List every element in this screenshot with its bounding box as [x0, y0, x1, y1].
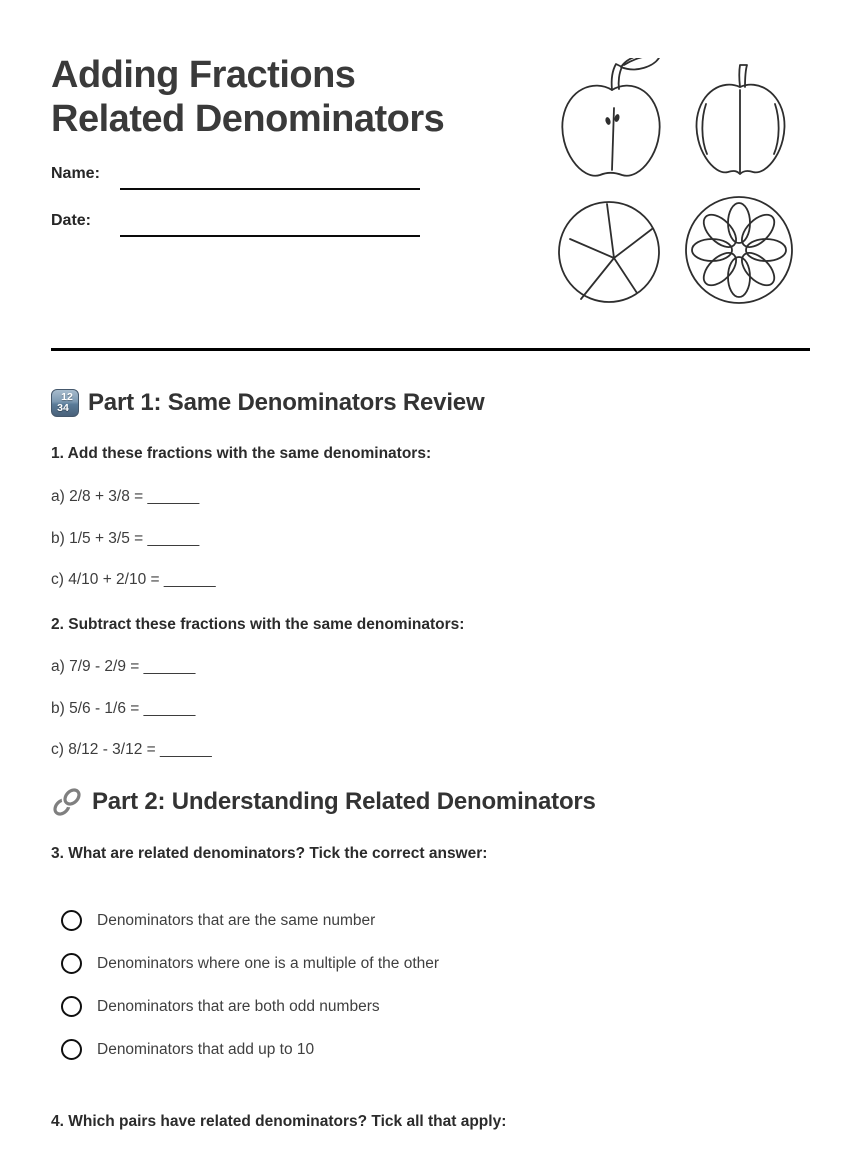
- option-label: Denominators that are the same number: [97, 911, 376, 929]
- star-cut-fruit-drawing: [559, 202, 659, 302]
- part1-heading: Part 1: Same Denominators Review: [88, 389, 485, 416]
- date-blank-line: [120, 235, 420, 237]
- section-divider: [51, 348, 810, 351]
- question2-item-b: b) 5/6 - 1/6 = ______: [51, 700, 196, 717]
- name-blank-line: [120, 188, 420, 190]
- part2-heading-row: [51, 786, 596, 818]
- option-label: Denominators that are both odd numbers: [97, 997, 380, 1015]
- input-numbers-icon: [51, 389, 79, 417]
- input-numbers-icon-bottom: 34: [57, 402, 69, 414]
- question1-prompt: 1. Add these fractions with the same denominators:: [51, 445, 432, 462]
- part2-heading: Part 2: Understanding Related Denominators: [92, 788, 596, 815]
- option-label: Denominators that add up to 10: [97, 1040, 315, 1058]
- apple-half-drawing: [697, 65, 785, 174]
- fruit-illustration: [552, 58, 814, 313]
- question1-item-a: a) 2/8 + 3/8 = ______: [51, 488, 200, 505]
- date-label: Date:: [51, 212, 92, 229]
- page-title-line2: Related Denominators: [51, 98, 445, 140]
- question2-item-c: c) 8/12 - 3/12 = ______: [51, 741, 212, 758]
- question2-prompt: 2. Subtract these fractions with the same denominators:: [51, 616, 465, 633]
- question3-option-3[interactable]: [61, 996, 380, 1017]
- question3-prompt: 3. What are related denominators? Tick the correct answer:: [51, 845, 488, 862]
- page-title-line1: Adding Fractions: [51, 54, 356, 96]
- radio-circle-icon[interactable]: [61, 910, 82, 931]
- question3-option-1[interactable]: [61, 910, 375, 931]
- citrus-slice-drawing: [686, 197, 792, 303]
- radio-circle-icon[interactable]: [61, 996, 82, 1017]
- apple-whole-drawing: [562, 58, 660, 176]
- name-label: Name:: [51, 165, 100, 182]
- input-numbers-icon-top: 12: [61, 391, 73, 403]
- page-title: [51, 53, 444, 141]
- radio-circle-icon[interactable]: [61, 953, 82, 974]
- part1-heading-row: [51, 389, 484, 417]
- radio-circle-icon[interactable]: [61, 1039, 82, 1060]
- option-label: Denominators where one is a multiple of the other: [97, 954, 440, 972]
- question1-item-b: b) 1/5 + 3/5 = ______: [51, 530, 200, 547]
- question1-item-c: c) 4/10 + 2/10 = ______: [51, 571, 216, 588]
- link-icon: [51, 786, 83, 818]
- question4-prompt: 4. Which pairs have related denominators? Tick all that apply:: [51, 1113, 507, 1130]
- question3-option-4[interactable]: [61, 1039, 314, 1060]
- question2-item-a: a) 7/9 - 2/9 = ______: [51, 658, 196, 675]
- question3-option-2[interactable]: [61, 953, 439, 974]
